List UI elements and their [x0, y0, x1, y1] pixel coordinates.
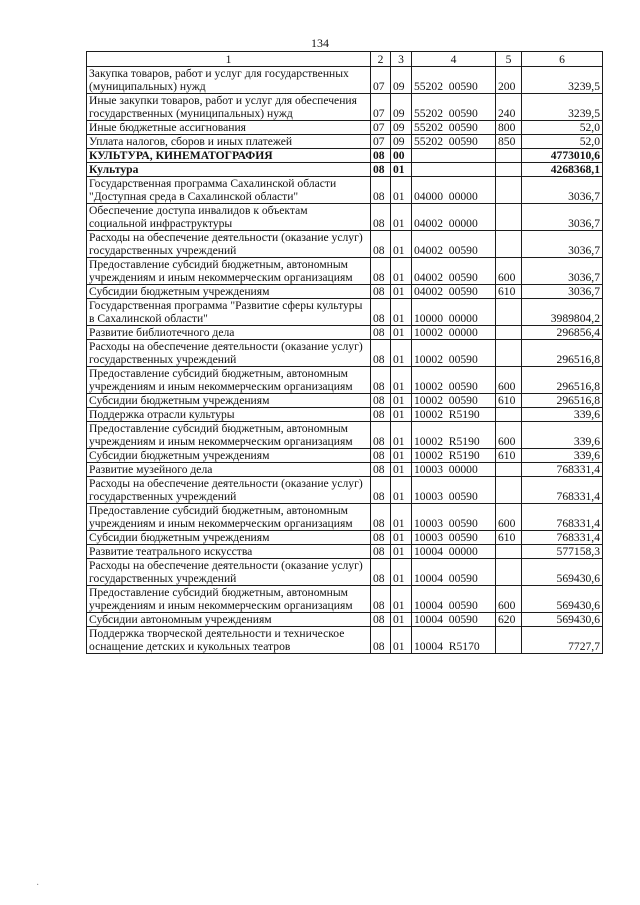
- row-amount-cell: 577158,3: [522, 545, 603, 559]
- header-cell: 6: [522, 52, 603, 67]
- row-subsection-cell: 01: [391, 463, 412, 477]
- row-expense-type-cell: [496, 204, 522, 231]
- row-name-cell: Поддержка отрасли культуры: [87, 408, 371, 422]
- row-expense-type-cell: 600: [496, 586, 522, 613]
- row-subsection-cell: 01: [391, 545, 412, 559]
- row-name-cell: Субсидии автономным учреждениям: [87, 613, 371, 627]
- table-row: [87, 422, 603, 449]
- row-subsection-cell: 00: [391, 149, 412, 163]
- row-section-cell: 08: [371, 149, 391, 163]
- row-target-article-cell: [412, 163, 496, 177]
- row-name-cell: Предоставление субсидий бюджетным, автономным учреждениям и иным некоммерческим организациям: [87, 504, 371, 531]
- row-amount-cell: 296516,8: [522, 340, 603, 367]
- row-subsection-cell: 01: [391, 586, 412, 613]
- row-name-cell: Иные бюджетные ассигнования: [87, 121, 371, 135]
- row-name-cell: Субсидии бюджетным учреждениям: [87, 394, 371, 408]
- row-target-article-cell: 04000 00000: [412, 177, 496, 204]
- table-row: [87, 299, 603, 326]
- row-section-cell: 07: [371, 135, 391, 149]
- row-section-cell: 08: [371, 177, 391, 204]
- row-target-article-cell: 10004 R5170: [412, 627, 496, 654]
- row-section-cell: 08: [371, 531, 391, 545]
- row-section-cell: 08: [371, 449, 391, 463]
- row-expense-type-cell: [496, 231, 522, 258]
- row-section-cell: 08: [371, 367, 391, 394]
- row-section-cell: 08: [371, 326, 391, 340]
- row-expense-type-cell: 610: [496, 449, 522, 463]
- row-name-cell: Государственная программа "Развитие сферы культуры в Сахалинской области": [87, 299, 371, 326]
- table-row: [87, 367, 603, 394]
- row-target-article-cell: 10002 R5190: [412, 422, 496, 449]
- row-amount-cell: 4268368,1: [522, 163, 603, 177]
- row-name-cell: Предоставление субсидий бюджетным, автономным учреждениям и иным некоммерческим организациям: [87, 586, 371, 613]
- row-amount-cell: 3036,7: [522, 285, 603, 299]
- row-section-cell: 08: [371, 258, 391, 285]
- table-row: [87, 285, 603, 299]
- row-amount-cell: 339,6: [522, 449, 603, 463]
- row-subsection-cell: 01: [391, 408, 412, 422]
- row-expense-type-cell: [496, 408, 522, 422]
- row-expense-type-cell: 600: [496, 504, 522, 531]
- row-expense-type-cell: 610: [496, 531, 522, 545]
- row-subsection-cell: 01: [391, 559, 412, 586]
- row-name-cell: Расходы на обеспечение деятельности (оказание услуг) государственных учреждений: [87, 340, 371, 367]
- row-name-cell: Расходы на обеспечение деятельности (оказание услуг) государственных учреждений: [87, 559, 371, 586]
- row-name-cell: Культура: [87, 163, 371, 177]
- row-name-cell: Субсидии бюджетным учреждениям: [87, 285, 371, 299]
- row-section-cell: 08: [371, 408, 391, 422]
- row-amount-cell: 3989804,2: [522, 299, 603, 326]
- row-section-cell: 07: [371, 94, 391, 121]
- row-section-cell: 08: [371, 559, 391, 586]
- table-row: [87, 258, 603, 285]
- row-name-cell: Развитие музейного дела: [87, 463, 371, 477]
- table-row: [87, 204, 603, 231]
- table-row: [87, 627, 603, 654]
- row-amount-cell: 768331,4: [522, 477, 603, 504]
- row-section-cell: 08: [371, 463, 391, 477]
- table-row: [87, 545, 603, 559]
- row-amount-cell: 296856,4: [522, 326, 603, 340]
- row-expense-type-cell: [496, 559, 522, 586]
- row-target-article-cell: 10004 00590: [412, 586, 496, 613]
- row-subsection-cell: 01: [391, 477, 412, 504]
- row-section-cell: 08: [371, 299, 391, 326]
- row-target-article-cell: 04002 00590: [412, 285, 496, 299]
- row-target-article-cell: 10002 00590: [412, 367, 496, 394]
- row-section-cell: 08: [371, 586, 391, 613]
- row-target-article-cell: 10003 00590: [412, 477, 496, 504]
- row-amount-cell: 4773010,6: [522, 149, 603, 163]
- row-subsection-cell: 01: [391, 613, 412, 627]
- table-row: [87, 559, 603, 586]
- row-target-article-cell: [412, 149, 496, 163]
- row-subsection-cell: 01: [391, 285, 412, 299]
- row-amount-cell: 339,6: [522, 422, 603, 449]
- row-amount-cell: 339,6: [522, 408, 603, 422]
- table-body: [87, 67, 603, 654]
- table-row: [87, 135, 603, 149]
- row-subsection-cell: 01: [391, 340, 412, 367]
- row-section-cell: 08: [371, 340, 391, 367]
- row-amount-cell: 3036,7: [522, 231, 603, 258]
- row-target-article-cell: 10002 00590: [412, 394, 496, 408]
- row-subsection-cell: 01: [391, 394, 412, 408]
- row-target-article-cell: 10003 00000: [412, 463, 496, 477]
- row-subsection-cell: 01: [391, 326, 412, 340]
- row-section-cell: 08: [371, 422, 391, 449]
- row-expense-type-cell: 800: [496, 121, 522, 135]
- row-amount-cell: 3036,7: [522, 258, 603, 285]
- header-cell: 1: [87, 52, 371, 67]
- header-cell: 4: [412, 52, 496, 67]
- row-section-cell: 08: [371, 504, 391, 531]
- row-subsection-cell: 09: [391, 121, 412, 135]
- table-row: [87, 149, 603, 163]
- table-row: [87, 326, 603, 340]
- row-section-cell: 07: [371, 67, 391, 94]
- row-amount-cell: 569430,6: [522, 613, 603, 627]
- row-subsection-cell: 01: [391, 231, 412, 258]
- row-expense-type-cell: [496, 177, 522, 204]
- row-expense-type-cell: 200: [496, 67, 522, 94]
- row-name-cell: Субсидии бюджетным учреждениям: [87, 449, 371, 463]
- row-expense-type-cell: 240: [496, 94, 522, 121]
- table-row: [87, 177, 603, 204]
- row-expense-type-cell: [496, 299, 522, 326]
- row-amount-cell: 3036,7: [522, 177, 603, 204]
- row-expense-type-cell: [496, 163, 522, 177]
- row-amount-cell: 52,0: [522, 135, 603, 149]
- row-amount-cell: 7727,7: [522, 627, 603, 654]
- row-amount-cell: 3239,5: [522, 67, 603, 94]
- row-target-article-cell: 10002 R5190: [412, 408, 496, 422]
- table-row: [87, 613, 603, 627]
- row-name-cell: Государственная программа Сахалинской области "Доступная среда в Сахалинской области": [87, 177, 371, 204]
- row-target-article-cell: 10004 00000: [412, 545, 496, 559]
- table-row: [87, 449, 603, 463]
- table-row: [87, 94, 603, 121]
- row-expense-type-cell: 620: [496, 613, 522, 627]
- row-name-cell: Обеспечение доступа инвалидов к объектам социальной инфраструктуры: [87, 204, 371, 231]
- row-expense-type-cell: 600: [496, 367, 522, 394]
- scan-artifact: ·: [36, 880, 40, 891]
- row-expense-type-cell: [496, 545, 522, 559]
- row-expense-type-cell: 600: [496, 422, 522, 449]
- row-section-cell: 08: [371, 163, 391, 177]
- table-row: [87, 163, 603, 177]
- row-amount-cell: 3239,5: [522, 94, 603, 121]
- table-row: [87, 394, 603, 408]
- row-name-cell: Развитие театрального искусства: [87, 545, 371, 559]
- row-subsection-cell: 01: [391, 504, 412, 531]
- row-amount-cell: 52,0: [522, 121, 603, 135]
- row-expense-type-cell: [496, 340, 522, 367]
- header-cell: 5: [496, 52, 522, 67]
- row-amount-cell: 3036,7: [522, 204, 603, 231]
- table-row: [87, 477, 603, 504]
- row-amount-cell: 569430,6: [522, 559, 603, 586]
- row-target-article-cell: 10002 00590: [412, 340, 496, 367]
- row-amount-cell: 569430,6: [522, 586, 603, 613]
- row-subsection-cell: 01: [391, 449, 412, 463]
- row-name-cell: Закупка товаров, работ и услуг для государственных (муниципальных) нужд: [87, 67, 371, 94]
- row-target-article-cell: 10004 00590: [412, 559, 496, 586]
- table-row: [87, 408, 603, 422]
- table-row: [87, 121, 603, 135]
- row-name-cell: Развитие библиотечного дела: [87, 326, 371, 340]
- row-subsection-cell: 01: [391, 177, 412, 204]
- row-target-article-cell: 55202 00590: [412, 94, 496, 121]
- table-row: [87, 67, 603, 94]
- table-row: [87, 340, 603, 367]
- row-name-cell: Предоставление субсидий бюджетным, автономным учреждениям и иным некоммерческим организациям: [87, 367, 371, 394]
- row-subsection-cell: 09: [391, 94, 412, 121]
- row-amount-cell: 296516,8: [522, 367, 603, 394]
- row-expense-type-cell: 850: [496, 135, 522, 149]
- row-target-article-cell: 04002 00590: [412, 231, 496, 258]
- row-section-cell: 07: [371, 121, 391, 135]
- row-target-article-cell: 10002 R5190: [412, 449, 496, 463]
- row-section-cell: 08: [371, 285, 391, 299]
- table-row: [87, 586, 603, 613]
- row-name-cell: Расходы на обеспечение деятельности (оказание услуг) государственных учреждений: [87, 231, 371, 258]
- row-target-article-cell: 04002 00590: [412, 258, 496, 285]
- row-target-article-cell: 55202 00590: [412, 121, 496, 135]
- table-row: [87, 531, 603, 545]
- row-subsection-cell: 01: [391, 627, 412, 654]
- row-subsection-cell: 01: [391, 204, 412, 231]
- row-expense-type-cell: [496, 627, 522, 654]
- row-expense-type-cell: [496, 149, 522, 163]
- row-expense-type-cell: [496, 463, 522, 477]
- table-row: [87, 231, 603, 258]
- table-row: [87, 463, 603, 477]
- row-subsection-cell: 01: [391, 531, 412, 545]
- row-target-article-cell: 55202 00590: [412, 135, 496, 149]
- table-row: [87, 504, 603, 531]
- row-subsection-cell: 01: [391, 299, 412, 326]
- row-name-cell: Субсидии бюджетным учреждениям: [87, 531, 371, 545]
- row-section-cell: 08: [371, 627, 391, 654]
- row-amount-cell: 768331,4: [522, 531, 603, 545]
- row-name-cell: Предоставление субсидий бюджетным, автономным учреждениям и иным некоммерческим организациям: [87, 422, 371, 449]
- row-section-cell: 08: [371, 394, 391, 408]
- table-header-row: [87, 52, 603, 67]
- row-amount-cell: 768331,4: [522, 504, 603, 531]
- row-expense-type-cell: 610: [496, 394, 522, 408]
- row-name-cell: Предоставление субсидий бюджетным, автономным учреждениям и иным некоммерческим организациям: [87, 258, 371, 285]
- row-target-article-cell: 10000 00000: [412, 299, 496, 326]
- row-name-cell: Расходы на обеспечение деятельности (оказание услуг) государственных учреждений: [87, 477, 371, 504]
- header-cell: 3: [391, 52, 412, 67]
- row-name-cell: Поддержка творческой деятельности и техническое оснащение детских и кукольных театров: [87, 627, 371, 654]
- row-subsection-cell: 09: [391, 135, 412, 149]
- row-target-article-cell: 10004 00590: [412, 613, 496, 627]
- page-number: 134: [311, 36, 329, 50]
- row-expense-type-cell: [496, 477, 522, 504]
- row-target-article-cell: 10002 00000: [412, 326, 496, 340]
- header-cell: 2: [371, 52, 391, 67]
- row-section-cell: 08: [371, 204, 391, 231]
- row-section-cell: 08: [371, 231, 391, 258]
- row-section-cell: 08: [371, 613, 391, 627]
- row-subsection-cell: 01: [391, 367, 412, 394]
- row-target-article-cell: 55202 00590: [412, 67, 496, 94]
- row-subsection-cell: 01: [391, 422, 412, 449]
- row-section-cell: 08: [371, 477, 391, 504]
- row-amount-cell: 296516,8: [522, 394, 603, 408]
- row-subsection-cell: 09: [391, 67, 412, 94]
- row-section-cell: 08: [371, 545, 391, 559]
- row-target-article-cell: 10003 00590: [412, 531, 496, 545]
- row-target-article-cell: 10003 00590: [412, 504, 496, 531]
- row-name-cell: Уплата налогов, сборов и иных платежей: [87, 135, 371, 149]
- row-expense-type-cell: 610: [496, 285, 522, 299]
- row-name-cell: КУЛЬТУРА, КИНЕМАТОГРАФИЯ: [87, 149, 371, 163]
- row-amount-cell: 768331,4: [522, 463, 603, 477]
- row-target-article-cell: 04002 00000: [412, 204, 496, 231]
- budget-table: [86, 51, 603, 654]
- row-subsection-cell: 01: [391, 258, 412, 285]
- row-expense-type-cell: [496, 326, 522, 340]
- row-expense-type-cell: 600: [496, 258, 522, 285]
- row-name-cell: Иные закупки товаров, работ и услуг для обеспечения государственных (муниципальных) нужд: [87, 94, 371, 121]
- row-subsection-cell: 01: [391, 163, 412, 177]
